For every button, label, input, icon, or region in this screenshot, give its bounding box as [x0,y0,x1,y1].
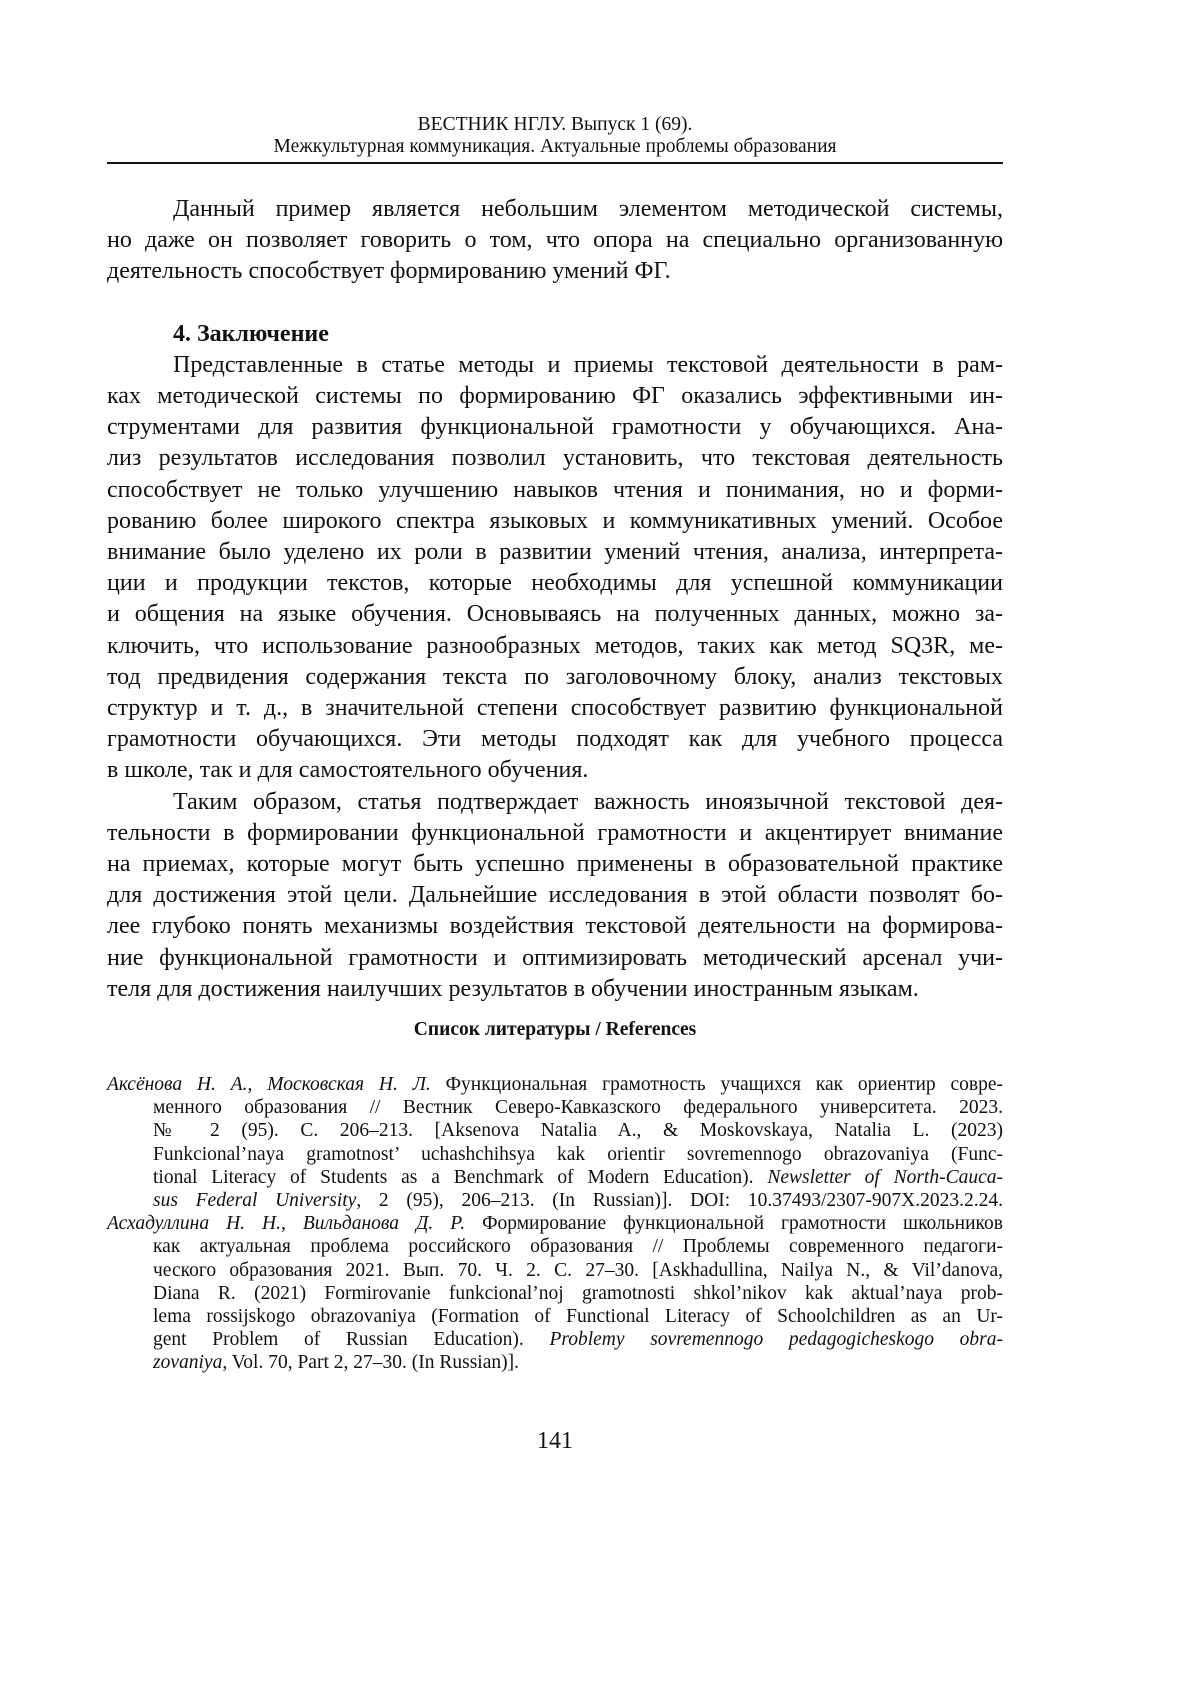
references-heading: Список литературы / References [107,1018,1003,1042]
page-number: 141 [107,1428,1003,1455]
text-line: теля для достижения наилучших результатов в обучении иностранным языкам. [107,974,1003,1005]
text-line: Данный пример является небольшим элементом методической системы, [107,194,1003,225]
text-line: ключить, что использование разнообразных методов, таких как метод SQ3R, ме- [107,631,1003,662]
reference-journal: zovaniya [153,1352,222,1373]
running-header [107,114,1003,158]
text-line: ние функциональной грамотности и оптимизировать методический арсенал учи- [107,943,1003,974]
reference-text: Функциональная грамотность учащихся как ориентир совре- [431,1074,1003,1095]
header-rule [107,162,1003,164]
reference-text: Diana R. (2021) Formirovanie funkcional’noj gramotnosti shkol’nikov kak aktual’naya prob- [107,1282,1003,1305]
reference-text: gent Problem of Russian Education). [153,1329,549,1350]
journal-section: Межкультурная коммуникация. Актуальные проблемы образования [107,136,1003,158]
text-line: рованию более широкого спектра языковых и коммуникативных умений. Особое [107,506,1003,537]
reference-journal: Problemy sovremennogo pedagogicheskogo obra- [549,1329,1003,1350]
text-line: для достижения этой цели. Дальнейшие исследования в этой области позволят бо- [107,880,1003,911]
text-line: ках методической системы по формированию ФГ оказались эффективными ин- [107,381,1003,412]
text-line: тельности в формировании функциональной грамотности и акцентирует внимание [107,818,1003,849]
text-line: внимание было уделено их роли в развитии умений чтения, анализа, интерпрета- [107,537,1003,568]
reference-text: Funkcional’naya gramotnost’ uchashchihsya kak orientir sovremennogo obrazovaniya (Func- [107,1143,1003,1166]
reference-text: менного образования // Вестник Северо-Кавказского федерального университета. 2023. [107,1096,1003,1119]
reference-text: Формирование функциональной грамотности школьников [465,1213,1003,1234]
text-line: но даже он позволяет говорить о том, что опора на специально организованную [107,225,1003,256]
text-line: струментами для развития функциональной грамотности у обучающихся. Ана- [107,412,1003,443]
reference-authors: Аксёнова Н. А., Московская Н. Л. [107,1074,431,1095]
text-line: способствует не только улучшению навыков чтения и понимания, но и форми- [107,475,1003,506]
reference-authors: Асхадуллина Н. Н., Вильданова Д. Р. [107,1213,465,1234]
conclusion-paragraph-2 [107,787,1003,1005]
reference-text: как актуальная проблема российского образования // Проблемы современного педагоги- [107,1235,1003,1258]
main-text [107,194,1003,1005]
text-line: ции и продукции текстов, которые необходимы для успешной коммуникации [107,568,1003,599]
text-line: лее глубоко понять механизмы воздействия текстовой деятельности на формирова- [107,911,1003,942]
reference-text: ческого образования 2021. Вып. 70. Ч. 2. С. 27–30. [Askhadullina, Nailya N., & Vil’danova, [107,1259,1003,1282]
text-line: на приемах, которые могут быть успешно применены в образовательной практике [107,849,1003,880]
conclusion-paragraph-1 [107,350,1003,787]
text-line: Представленные в статье методы и приемы текстовой деятельности в рам- [107,350,1003,381]
text-line: структур и т. д., в значительной степени способствует развитию функциональной [107,693,1003,724]
journal-title: ВЕСТНИК НГЛУ. Выпуск 1 (69). [107,114,1003,136]
reference-journal: sus Federal University [153,1190,356,1211]
text-line: деятельность способствует формированию умений ФГ. [107,256,1003,287]
intro-paragraph [107,194,1003,288]
reference-journal: Newsletter of North-Cauca- [767,1167,1003,1188]
text-line: в школе, так и для самостоятельного обучения. [107,755,1003,786]
section-heading: 4. Заключение [107,319,1003,350]
reference-text: , 2 (95), 206–213. (In Russian)]. DOI: 10.37493/2307-907X.2023.2.24. [356,1190,1003,1211]
reference-item [107,1212,1003,1374]
reference-text: , Vol. 70, Part 2, 27–30. (In Russian)]. [222,1352,519,1373]
text-line: и общения на языке обучения. Основываясь на полученных данных, можно за- [107,599,1003,630]
text-line: Таким образом, статья подтверждает важность иноязычной текстовой дея- [107,787,1003,818]
reference-text: № 2 (95). С. 206–213. [Aksenova Natalia A., & Moskovskaya, Natalia L. (2023) [107,1119,1003,1142]
text-line: грамотности обучающихся. Эти методы подходят как для учебного процесса [107,724,1003,755]
text-line: тод предвидения содержания текста по заголовочному блоку, анализ текстовых [107,662,1003,693]
text-line: лиз результатов исследования позволил установить, что текстовая деятельность [107,443,1003,474]
references-list [107,1073,1003,1375]
reference-text: lema rossijskogo obrazovaniya (Formation of Functional Literacy of Schoolchildren as an Ur- [107,1305,1003,1328]
reference-text: tional Literacy of Students as a Benchmark of Modern Education). [153,1167,767,1188]
reference-item [107,1073,1003,1212]
